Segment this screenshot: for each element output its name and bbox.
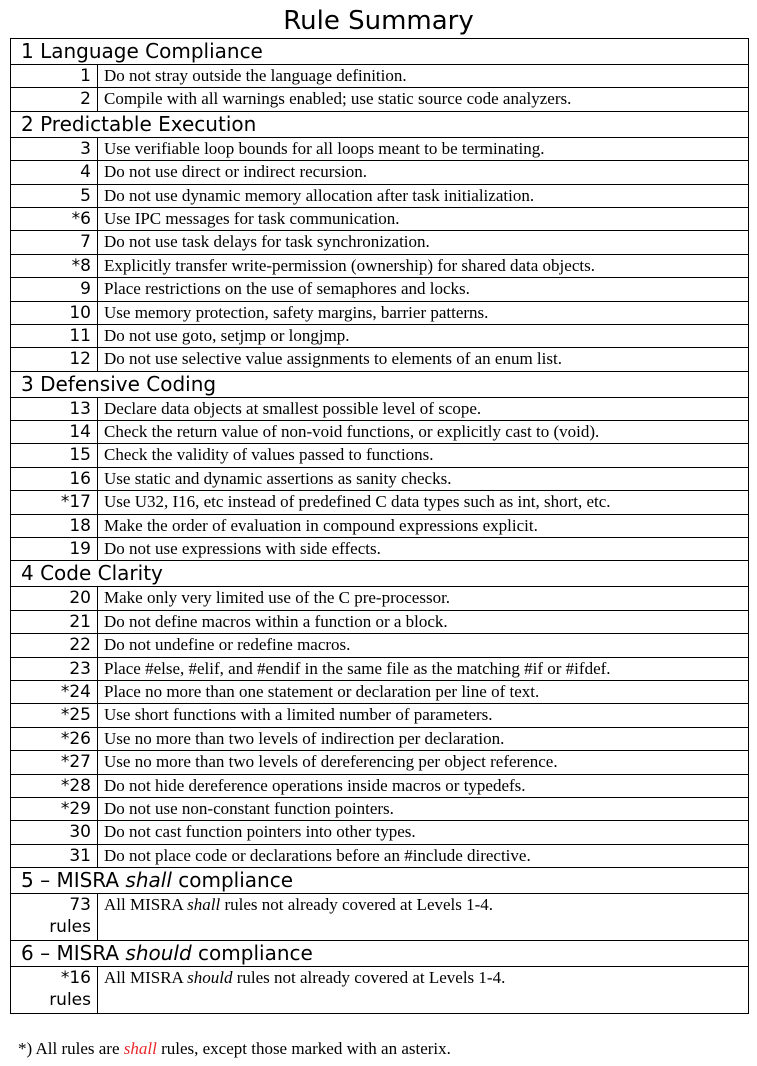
rule-text: [98, 657, 749, 680]
rule-row: [11, 88, 749, 111]
section-title: [11, 561, 749, 587]
section-title: [11, 868, 749, 894]
rule-row: [11, 514, 749, 537]
text-part: Declare data objects at smallest possible level of scope.: [104, 398, 482, 418]
text-part: Do not use non-constant function pointers.: [104, 798, 394, 818]
text-part: rules not already covered at Levels 1-4.: [232, 968, 506, 988]
rule-summary-table: [10, 38, 749, 1014]
text-part: All MISRA: [104, 968, 188, 988]
rule-count-label: rules: [49, 990, 91, 1011]
rule-number: [11, 184, 98, 207]
rule-number-value: 19: [69, 539, 91, 560]
rule-number: [11, 967, 98, 1014]
text-part: Use IPC messages for task communication.: [104, 208, 400, 228]
rule-row: [11, 421, 749, 444]
rule-number-value: 18: [69, 515, 91, 536]
emphasis-text: should: [187, 968, 233, 988]
section-header: [11, 561, 749, 587]
rule-text: [98, 727, 749, 750]
rule-row: [11, 844, 749, 867]
rule-text: [98, 704, 749, 727]
rule-number-value: 23: [69, 658, 91, 679]
rule-row: [11, 704, 749, 727]
section-header: [11, 941, 749, 967]
footnote-emphasis: shall: [123, 1039, 157, 1058]
text-part: Use no more than two levels of indirection per declaration.: [104, 728, 505, 748]
text-part: 6 – MISRA: [21, 941, 126, 966]
text-part: Make the order of evaluation in compound expressions explicit.: [104, 515, 538, 535]
rule-number-value: *26: [60, 728, 91, 749]
section-header: [11, 371, 749, 397]
text-part: Do not define macros within a function or a block.: [104, 611, 448, 631]
rule-number: [11, 444, 98, 467]
text-part: Use verifiable loop bounds for all loops meant to be terminating.: [104, 138, 545, 158]
text-part: 5 – MISRA: [21, 868, 126, 893]
rule-number-value: 13: [69, 398, 91, 419]
rule-number-value: 11: [69, 325, 91, 346]
rule-number-value: *8: [71, 255, 91, 276]
rule-number: [11, 301, 98, 324]
rule-text: [98, 278, 749, 301]
rule-number-value: *28: [60, 775, 91, 796]
rule-text: [98, 137, 749, 160]
rule-row: [11, 397, 749, 420]
rule-row: [11, 797, 749, 820]
text-part: Do not cast function pointers into other types.: [104, 822, 416, 842]
rule-number: [11, 538, 98, 561]
rule-row: [11, 137, 749, 160]
emphasis-text: should: [125, 941, 192, 966]
rule-text: [98, 514, 749, 537]
footnote: [18, 1039, 451, 1059]
text-part: 2 Predictable Execution: [21, 111, 257, 136]
rule-number: [11, 774, 98, 797]
rule-number: [11, 727, 98, 750]
rule-number-value: *25: [60, 705, 91, 726]
text-part: Use static and dynamic assertions as sanity checks.: [104, 468, 452, 488]
rule-number-value: 5: [80, 185, 91, 206]
rule-number: [11, 680, 98, 703]
section-title: [11, 941, 749, 967]
rule-number: [11, 844, 98, 867]
rule-number: [11, 797, 98, 820]
rule-text: [98, 301, 749, 324]
text-part: Do not use selective value assignments to elements of an enum list.: [104, 349, 562, 369]
rule-number: [11, 491, 98, 514]
rule-text: [98, 65, 749, 88]
rule-number: [11, 231, 98, 254]
text-part: Do not use goto, setjmp or longjmp.: [104, 325, 350, 345]
text-part: Do not place code or declarations before an #include directive.: [104, 845, 531, 865]
text-part: Use no more than two levels of dereferencing per object reference.: [104, 752, 558, 772]
rule-number-value: 30: [69, 822, 91, 843]
rule-number-value: 21: [69, 611, 91, 632]
rule-number-value: *17: [60, 492, 91, 513]
rule-text: [98, 444, 749, 467]
rule-number-value: 14: [69, 422, 91, 443]
rule-text: [98, 821, 749, 844]
emphasis-text: shall: [125, 868, 172, 893]
rule-number-value: 2: [80, 89, 91, 110]
rule-number-value: 16: [69, 468, 91, 489]
rule-number: [11, 821, 98, 844]
rule-text: [98, 610, 749, 633]
footnote-text: rules, except those marked with an asterix.: [156, 1039, 451, 1058]
rule-number-value: 3: [80, 138, 91, 159]
text-part: 1 Language Compliance: [21, 39, 263, 63]
rule-number-value: *24: [60, 681, 91, 702]
rule-text: [98, 231, 749, 254]
section-header: [11, 39, 749, 65]
rule-number-value: 15: [69, 445, 91, 466]
rule-row: [11, 491, 749, 514]
rule-number: [11, 348, 98, 371]
rule-number: [11, 137, 98, 160]
rule-number: [11, 704, 98, 727]
rule-row: [11, 467, 749, 490]
text-part: Do not use expressions with side effects.: [104, 539, 381, 559]
text-part: 4 Code Clarity: [21, 561, 163, 586]
text-part: All MISRA: [104, 895, 188, 915]
rule-row: [11, 894, 749, 941]
section-title: [11, 111, 749, 137]
rule-number: [11, 324, 98, 347]
rule-number: [11, 65, 98, 88]
rule-number: [11, 894, 98, 941]
text-part: Do not undefine or redefine macros.: [104, 635, 351, 655]
rule-text: [98, 421, 749, 444]
rule-text: [98, 184, 749, 207]
rule-row: [11, 324, 749, 347]
rule-count-label: rules: [49, 917, 91, 938]
text-part: Do not use direct or indirect recursion.: [104, 162, 367, 182]
rule-row: [11, 184, 749, 207]
rule-row: [11, 65, 749, 88]
rule-number-value: 12: [69, 349, 91, 370]
rule-text: [98, 161, 749, 184]
rule-text: [98, 254, 749, 277]
rule-row: [11, 444, 749, 467]
section-header: [11, 111, 749, 137]
rule-row: [11, 967, 749, 1014]
text-part: Use U32, I16, etc instead of predefined C data types such as int, short, etc.: [104, 492, 611, 512]
rule-row: [11, 727, 749, 750]
rule-row: [11, 634, 749, 657]
rule-row: [11, 254, 749, 277]
rule-number: [11, 467, 98, 490]
text-part: compliance: [171, 868, 294, 893]
rule-text: [98, 680, 749, 703]
text-part: Place restrictions on the use of semaphores and locks.: [104, 279, 470, 299]
rule-number: [11, 751, 98, 774]
rule-number-value: 10: [69, 302, 91, 323]
text-part: Use short functions with a limited number of parameters.: [104, 705, 493, 725]
rule-number-value: 9: [80, 279, 91, 300]
text-part: compliance: [191, 941, 313, 966]
text-part: Check the validity of values passed to functions.: [104, 445, 434, 465]
page-title: Rule Summary: [283, 6, 474, 36]
text-part: Do not use dynamic memory allocation after task initialization.: [104, 185, 535, 205]
rule-text: [98, 894, 749, 941]
rule-number: [11, 657, 98, 680]
text-part: Explicitly transfer write-permission (ownership) for shared data objects.: [104, 255, 595, 275]
rule-row: [11, 207, 749, 230]
rule-number: [11, 514, 98, 537]
text-part: Do not hide dereference operations inside macros or typedefs.: [104, 775, 526, 795]
rule-row: [11, 231, 749, 254]
rule-row: [11, 751, 749, 774]
rule-row: [11, 278, 749, 301]
text-part: Place #else, #elif, and #endif in the same file as the matching #if or #ifdef.: [104, 658, 611, 678]
rule-text: [98, 324, 749, 347]
rule-row: [11, 538, 749, 561]
rule-number-value: 1: [80, 66, 91, 86]
rule-number-value: 4: [80, 162, 91, 183]
rule-row: [11, 301, 749, 324]
text-part: Use memory protection, safety margins, barrier patterns.: [104, 302, 489, 322]
text-part: rules not already covered at Levels 1-4.: [220, 895, 494, 915]
rule-text: [98, 587, 749, 610]
rule-number-value: *27: [60, 752, 91, 773]
rule-text: [98, 88, 749, 111]
rule-number-value: *6: [71, 208, 91, 229]
rule-text: [98, 207, 749, 230]
section-title: [11, 371, 749, 397]
rule-text: [98, 797, 749, 820]
rule-row: [11, 161, 749, 184]
rule-row: [11, 821, 749, 844]
rule-number: [11, 587, 98, 610]
rule-number-value: *16: [60, 968, 91, 989]
rule-number: [11, 161, 98, 184]
rule-text: [98, 774, 749, 797]
emphasis-text: shall: [187, 895, 221, 915]
rule-number: [11, 207, 98, 230]
rule-number: [11, 397, 98, 420]
rule-number-value: 20: [69, 588, 91, 609]
rule-text: [98, 538, 749, 561]
rule-number-value: 31: [69, 845, 91, 866]
text-part: Compile with all warnings enabled; use static source code analyzers.: [104, 89, 572, 109]
rule-text: [98, 967, 749, 1014]
rule-number: [11, 278, 98, 301]
rule-number-value: 73: [69, 895, 91, 916]
text-part: Do not stray outside the language definition.: [104, 66, 407, 85]
rule-number-value: *29: [60, 798, 91, 819]
footnote-text: *) All rules are: [18, 1039, 124, 1058]
rule-text: [98, 397, 749, 420]
rule-text: [98, 467, 749, 490]
text-part: 3 Defensive Coding: [21, 371, 217, 396]
rule-number: [11, 88, 98, 111]
section-header: [11, 868, 749, 894]
rule-number: [11, 634, 98, 657]
rule-row: [11, 587, 749, 610]
text-part: Make only very limited use of the C pre-processor.: [104, 588, 451, 608]
rule-text: [98, 844, 749, 867]
section-title: [11, 39, 749, 65]
rule-row: [11, 774, 749, 797]
rule-row: [11, 610, 749, 633]
rule-row: [11, 348, 749, 371]
text-part: Place no more than one statement or declaration per line of text.: [104, 681, 540, 701]
rule-row: [11, 680, 749, 703]
text-part: Check the return value of non-void functions, or explicitly cast to (void).: [104, 422, 600, 442]
rule-number-value: 22: [69, 635, 91, 656]
rule-number: [11, 421, 98, 444]
rule-number: [11, 610, 98, 633]
text-part: Do not use task delays for task synchronization.: [104, 232, 430, 252]
rule-text: [98, 634, 749, 657]
rule-number: [11, 254, 98, 277]
rule-number-value: 7: [80, 232, 91, 253]
rule-row: [11, 657, 749, 680]
rule-text: [98, 348, 749, 371]
rule-text: [98, 751, 749, 774]
rule-text: [98, 491, 749, 514]
